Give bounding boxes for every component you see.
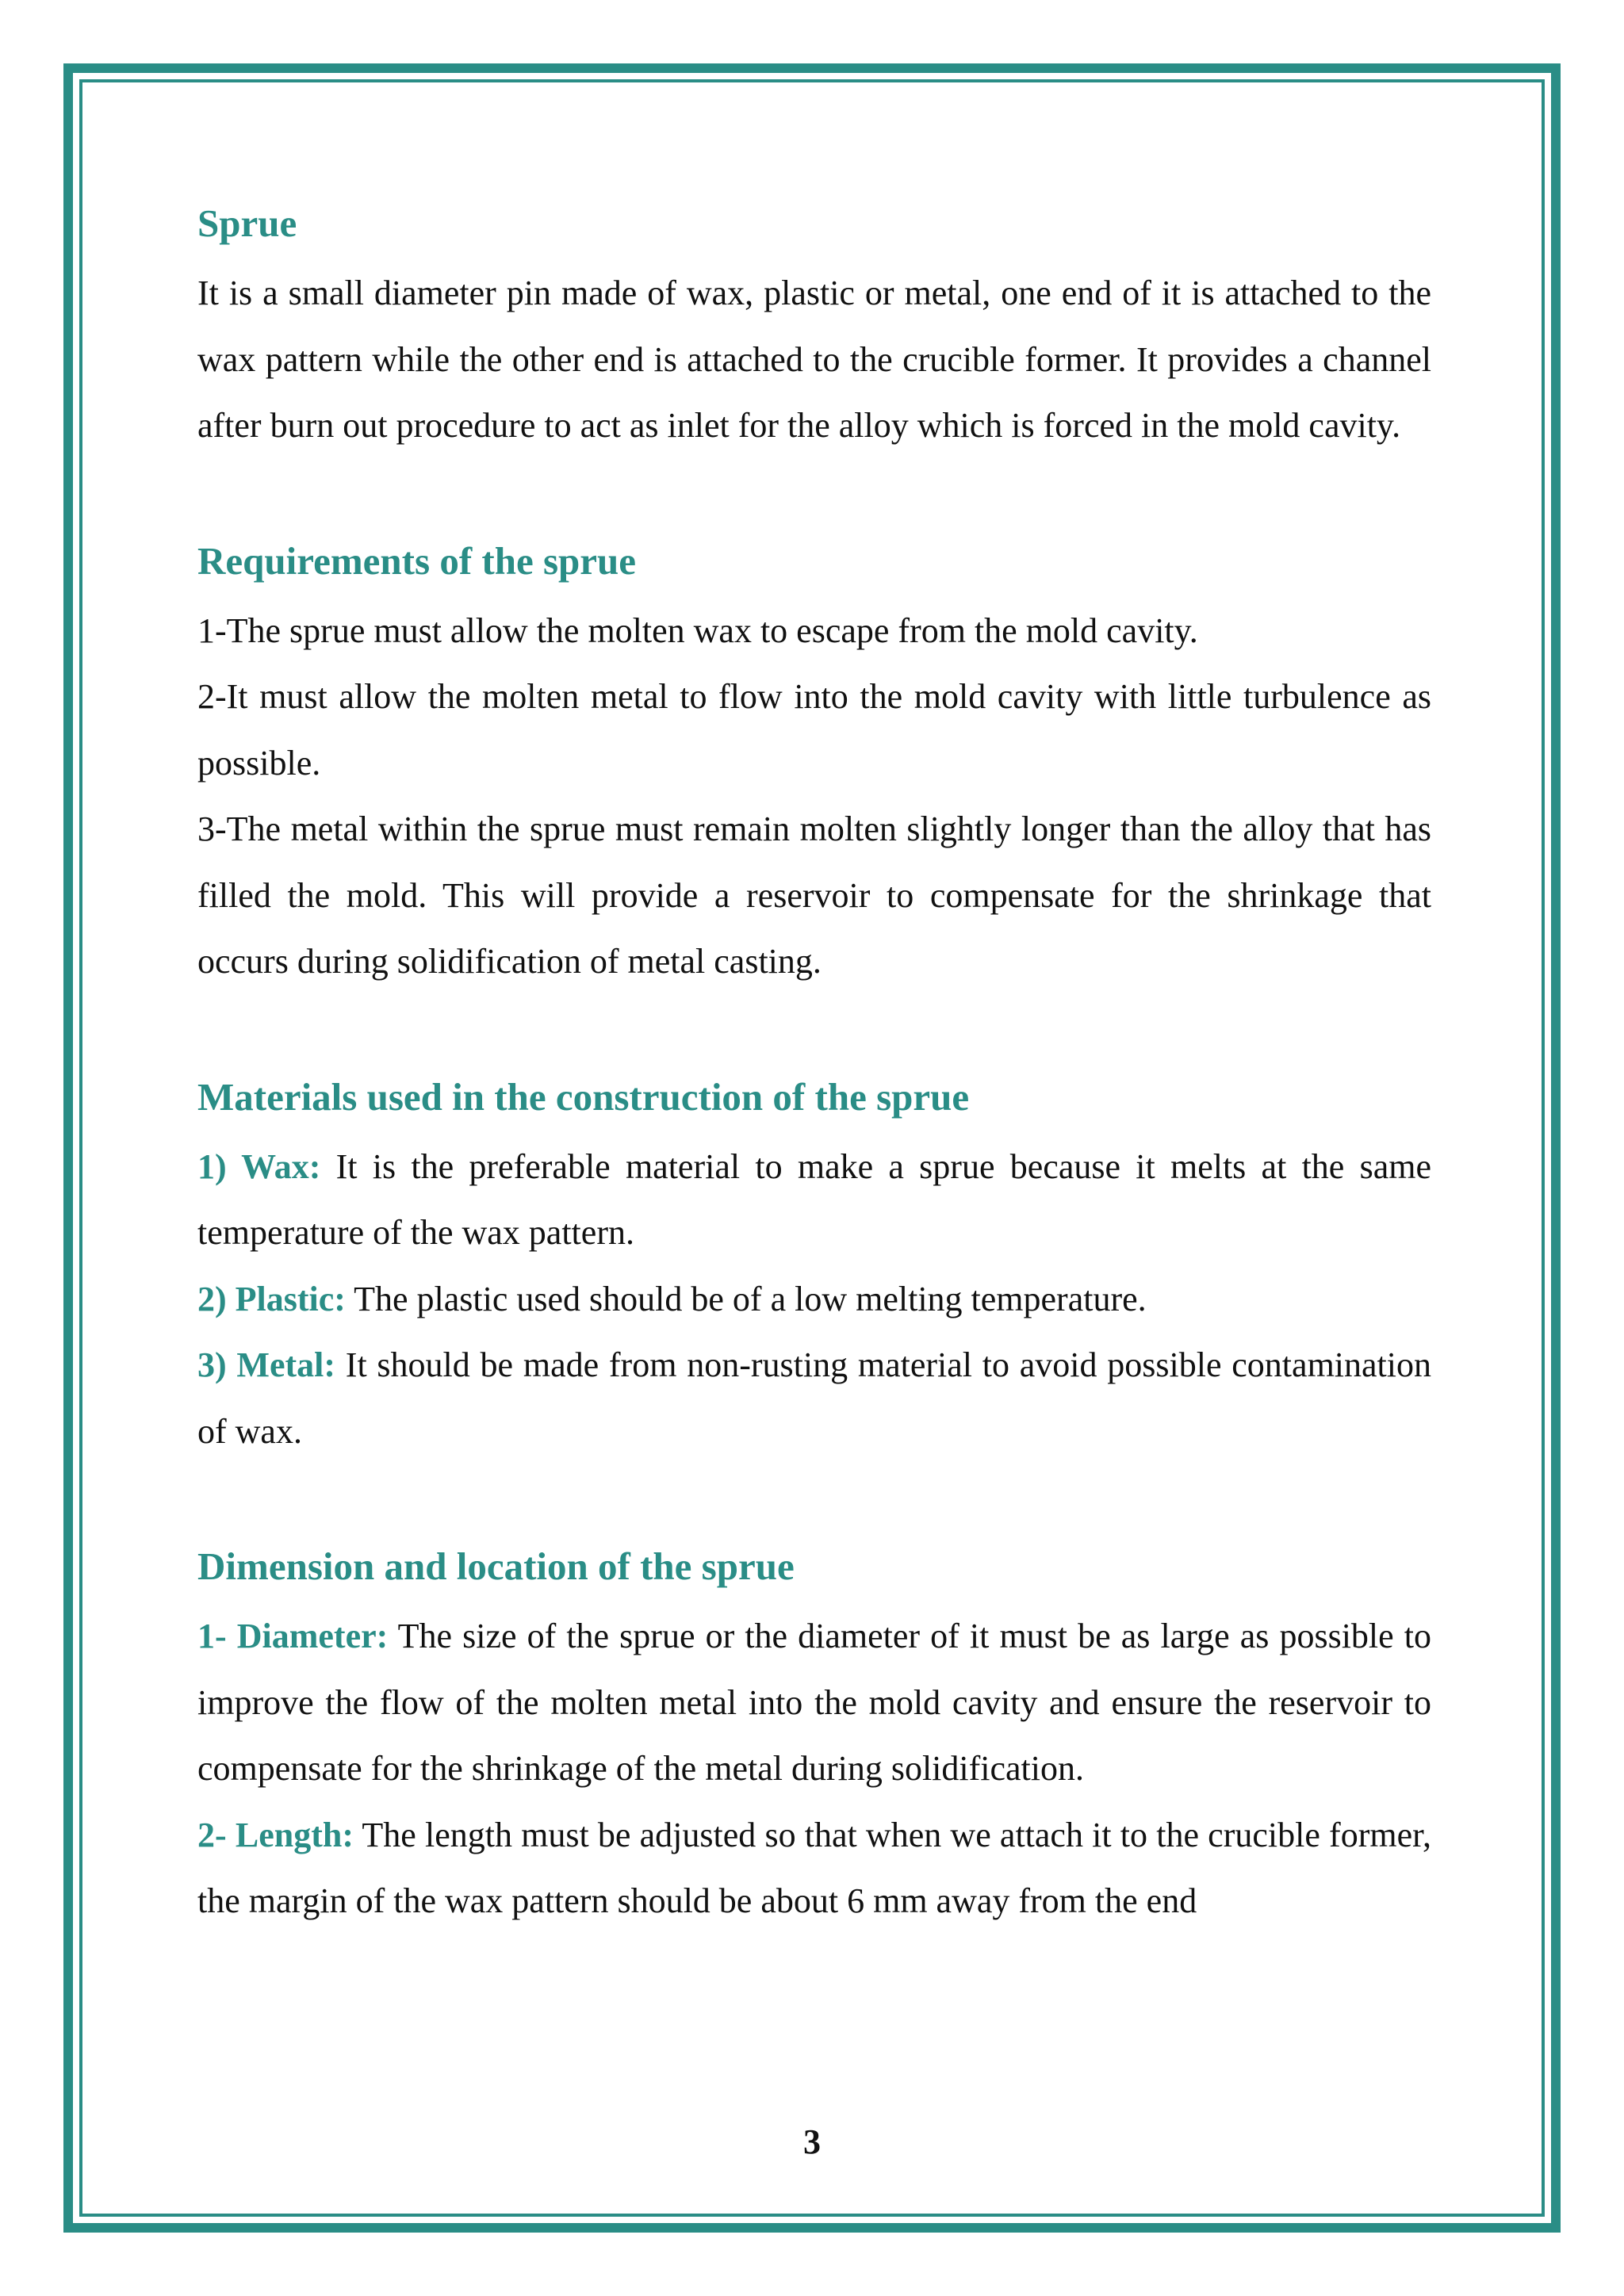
material-text-plastic: The plastic used should be of a low melting temperature. <box>345 1279 1147 1318</box>
sprue-definition: It is a small diameter pin made of wax, plastic or metal, one end of it is attached to the wax pattern while the other end is attached to the crucible former. It provides a channel after burn out procedure to act as inlet for the alloy which is forced in the mold cavity. <box>197 274 1431 445</box>
material-text-metal: It should be made from non-rusting material to avoid possible contamination of wax. <box>197 1345 1431 1451</box>
dimension-item-diameter <box>197 1603 1431 1802</box>
heading-requirements: Requirements of the sprue <box>197 538 637 583</box>
dimension-item-length <box>197 1802 1431 1934</box>
dimension-text-diameter: The size of the sprue or the diameter of it must be as large as possible to improve the flow of the molten metal into the mold cavity and ensure the reservoir to compensate for the shrinkage of the metal during solidification. <box>197 1617 1431 1788</box>
section-gap <box>197 995 1431 1061</box>
heading-dimension: Dimension and location of the sprue <box>197 1544 795 1588</box>
dimension-text-length: The length must be adjusted so that when we attach it to the crucible former, the margin of the wax pattern should be about 6 mm away from the end <box>197 1815 1431 1920</box>
material-label-metal: 3) Metal: <box>197 1345 336 1384</box>
requirement-item-1: 1-The sprue must allow the molten wax to escape from the mold cavity. <box>197 610 1198 650</box>
dimension-label-diameter: 1- Diameter: <box>197 1617 389 1655</box>
material-item-wax <box>197 1134 1431 1266</box>
heading-materials: Materials used in the construction of the sprue <box>197 1074 970 1119</box>
section-gap <box>197 1464 1431 1530</box>
heading-sprue: Sprue <box>197 201 297 245</box>
material-text-wax: It is the preferable material to make a sprue because it melts at the same temperature of the wax pattern. <box>197 1146 1432 1252</box>
material-item-plastic <box>197 1266 1431 1333</box>
page-number: 3 <box>803 2122 821 2161</box>
requirement-item-3: 3-The metal within the sprue must remain molten slightly longer than the alloy that has filled the mold. This will provide a reservoir to compensate for the shrinkage that occurs during solidification of metal casting. <box>197 809 1431 981</box>
section-gap <box>197 459 1431 525</box>
requirement-item-2: 2-It must allow the molten metal to flow into the mold cavity with little turbulence as possible. <box>197 677 1431 783</box>
material-item-metal <box>197 1332 1431 1464</box>
page-content <box>197 187 1431 1934</box>
material-label-wax: 1) Wax: <box>197 1146 321 1186</box>
material-label-plastic: 2) Plastic: <box>197 1279 346 1318</box>
dimension-label-length: 2- Length: <box>197 1815 354 1854</box>
